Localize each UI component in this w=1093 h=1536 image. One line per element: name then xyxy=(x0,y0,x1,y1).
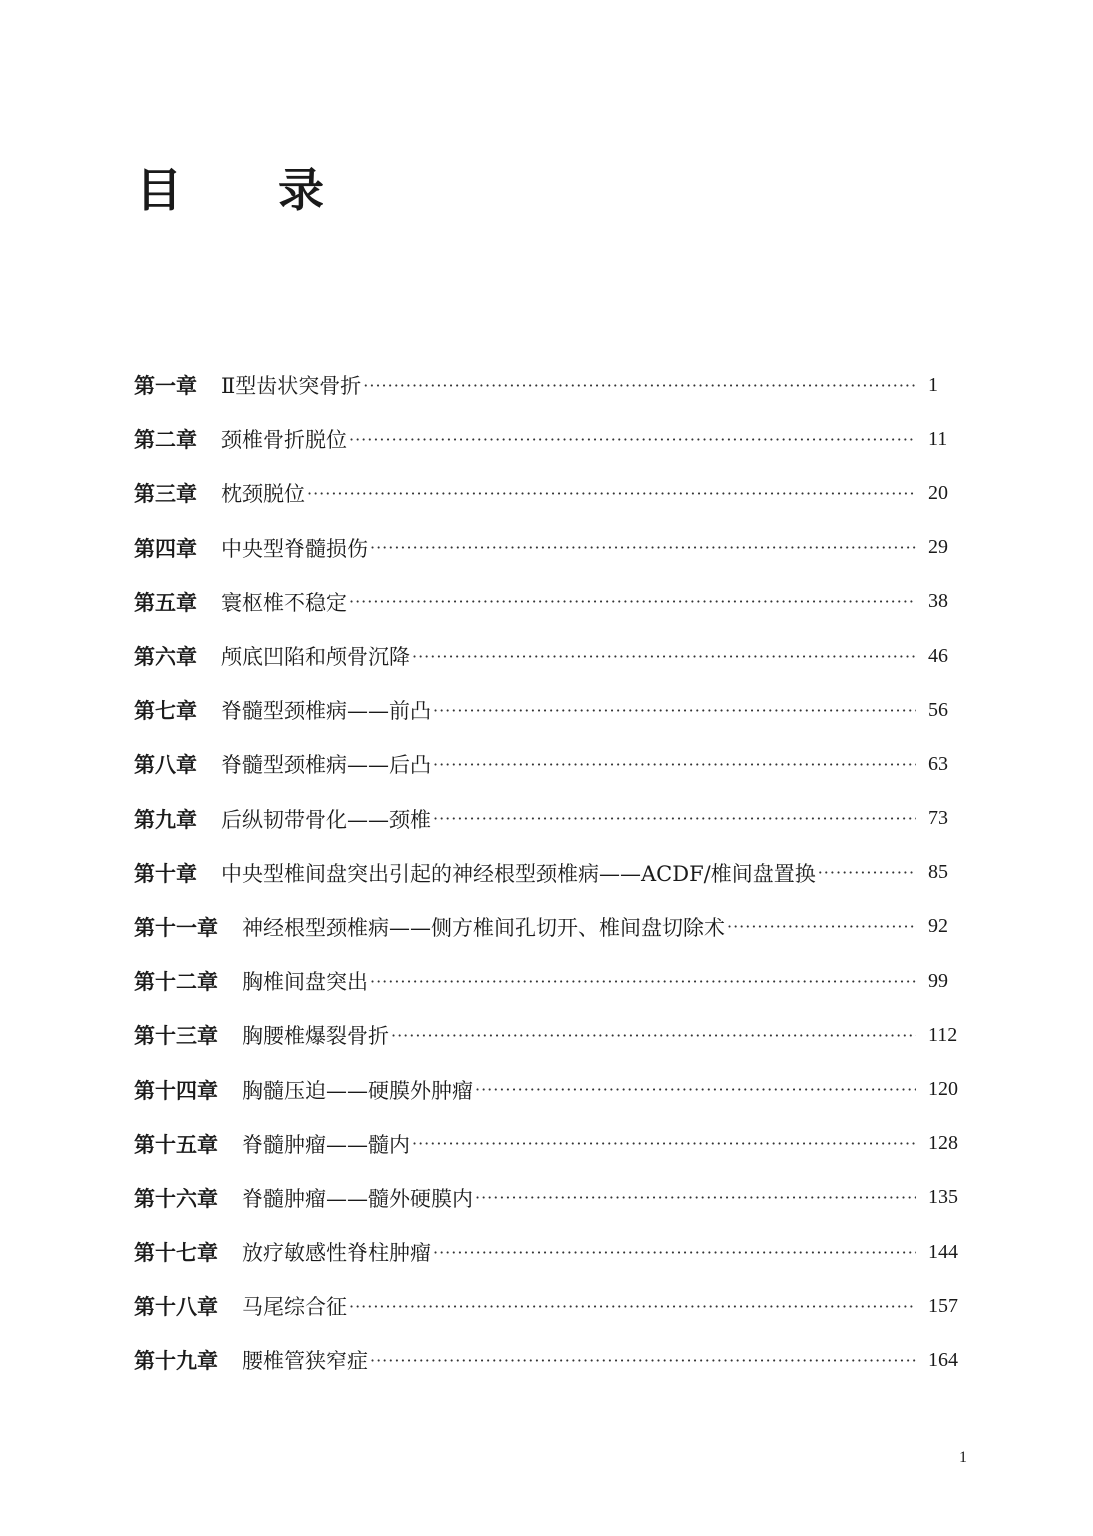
toc-entry[interactable] xyxy=(134,575,964,629)
toc-entry[interactable] xyxy=(134,737,964,791)
dot-leader xyxy=(307,484,916,503)
chapter-number: 第五章 xyxy=(134,589,197,615)
chapter-number: 第十八章 xyxy=(134,1294,218,1320)
chapter-page-number: 112 xyxy=(928,1023,958,1046)
toc-entry[interactable] xyxy=(134,412,964,466)
chapter-page-number: 128 xyxy=(928,1132,958,1155)
chapter-title: 胸腰椎爆裂骨折 xyxy=(242,1024,389,1049)
dot-leader xyxy=(727,917,916,936)
chapter-title: 脊髓肿瘤——髓内 xyxy=(242,1132,410,1157)
chapter-number: 第六章 xyxy=(134,644,197,670)
chapter-number: 第九章 xyxy=(134,806,197,832)
dot-leader xyxy=(433,701,916,720)
dot-leader xyxy=(412,647,916,666)
chapter-number: 第一章 xyxy=(134,373,197,399)
dot-leader xyxy=(412,1134,916,1153)
toc-entry[interactable] xyxy=(134,521,964,575)
chapter-number: 第七章 xyxy=(134,698,197,724)
toc-entry[interactable] xyxy=(134,629,964,683)
toc-entry[interactable] xyxy=(134,1008,964,1062)
dot-leader xyxy=(433,1243,916,1262)
chapter-page-number: 20 xyxy=(928,481,948,504)
dot-leader xyxy=(349,430,916,449)
chapter-page-number: 92 xyxy=(928,915,948,938)
toc-entry[interactable] xyxy=(134,683,964,737)
chapter-page-number: 56 xyxy=(928,698,948,721)
toc-entry[interactable] xyxy=(134,358,964,412)
chapter-number: 第四章 xyxy=(134,535,197,561)
chapter-title: 脊髓肿瘤——髓外硬膜内 xyxy=(242,1186,473,1211)
chapter-page-number: 38 xyxy=(928,590,948,613)
chapter-number: 第二章 xyxy=(134,427,197,453)
chapter-number: 第十九章 xyxy=(134,1348,218,1374)
toc-entry[interactable] xyxy=(134,1062,964,1116)
dot-leader xyxy=(391,1026,916,1045)
dot-leader xyxy=(349,592,916,611)
chapter-page-number: 120 xyxy=(928,1078,958,1101)
toc-entry[interactable] xyxy=(134,1225,964,1279)
dot-leader xyxy=(433,809,916,828)
chapter-page-number: 11 xyxy=(928,427,948,450)
dot-leader xyxy=(349,1297,916,1316)
chapter-number: 第十二章 xyxy=(134,969,218,995)
chapter-number: 第十六章 xyxy=(134,1185,218,1211)
chapter-page-number: 63 xyxy=(928,752,948,775)
chapter-page-number: 73 xyxy=(928,807,948,830)
toc-entry[interactable] xyxy=(134,1171,964,1225)
chapter-number: 第十七章 xyxy=(134,1240,218,1266)
chapter-page-number: 99 xyxy=(928,969,948,992)
toc-entry[interactable] xyxy=(134,1333,964,1387)
dot-leader xyxy=(363,376,916,395)
toc-entry[interactable] xyxy=(134,1117,964,1171)
dot-leader xyxy=(818,863,916,882)
chapter-title: 脊髓型颈椎病——后凸 xyxy=(221,753,431,778)
chapter-page-number: 46 xyxy=(928,644,948,667)
chapter-title: 中央型脊髓损伤 xyxy=(221,536,368,561)
chapter-title: Ⅱ型齿状突骨折 xyxy=(221,374,362,399)
chapter-number: 第十三章 xyxy=(134,1023,218,1049)
dot-leader xyxy=(433,755,916,774)
chapter-page-number: 144 xyxy=(928,1240,958,1263)
chapter-page-number: 85 xyxy=(928,861,948,884)
chapter-page-number: 135 xyxy=(928,1186,958,1209)
chapter-title: 胸椎间盘突出 xyxy=(242,970,368,995)
toc-entry[interactable] xyxy=(134,954,964,1008)
chapter-title: 马尾综合征 xyxy=(242,1295,347,1320)
chapter-number: 第十一章 xyxy=(134,914,218,940)
chapter-title: 枕颈脱位 xyxy=(221,482,305,507)
toc-entry[interactable] xyxy=(134,1279,964,1333)
chapter-page-number: 29 xyxy=(928,536,948,559)
chapter-title: 脊髓型颈椎病——前凸 xyxy=(221,699,431,724)
dot-leader xyxy=(370,1351,916,1370)
toc-entry[interactable] xyxy=(134,466,964,520)
chapter-title: 颅底凹陷和颅骨沉降 xyxy=(221,645,410,670)
toc-entry[interactable] xyxy=(134,900,964,954)
page-number: 1 xyxy=(959,1449,967,1466)
chapter-number: 第十四章 xyxy=(134,1077,218,1103)
dot-leader xyxy=(370,972,916,991)
chapter-title: 放疗敏感性脊柱肿瘤 xyxy=(242,1241,431,1266)
chapter-title: 神经根型颈椎病——侧方椎间孔切开、椎间盘切除术 xyxy=(242,915,725,940)
toc-entry[interactable] xyxy=(134,792,964,846)
chapter-title: 胸髓压迫——硬膜外肿瘤 xyxy=(242,1078,473,1103)
chapter-number: 第八章 xyxy=(134,752,197,778)
chapter-page-number: 164 xyxy=(928,1348,958,1371)
chapter-page-number: 157 xyxy=(928,1294,958,1317)
chapter-title: 腰椎管狭窄症 xyxy=(242,1349,368,1374)
chapter-title: 颈椎骨折脱位 xyxy=(221,428,347,453)
chapter-number: 第十五章 xyxy=(134,1131,218,1157)
dot-leader xyxy=(370,538,916,557)
dot-leader xyxy=(475,1188,916,1207)
table-of-contents xyxy=(134,358,964,1388)
chapter-number: 第三章 xyxy=(134,481,197,507)
page-title: 目 录 xyxy=(136,163,365,217)
chapter-title: 寰枢椎不稳定 xyxy=(221,590,347,615)
chapter-title: 中央型椎间盘突出引起的神经根型颈椎病——ACDF/椎间盘置换 xyxy=(221,861,816,886)
dot-leader xyxy=(475,1080,916,1099)
toc-entry[interactable] xyxy=(134,846,964,900)
chapter-number: 第十章 xyxy=(134,860,197,886)
chapter-title: 后纵韧带骨化——颈椎 xyxy=(221,807,431,832)
chapter-page-number: 1 xyxy=(928,373,938,396)
